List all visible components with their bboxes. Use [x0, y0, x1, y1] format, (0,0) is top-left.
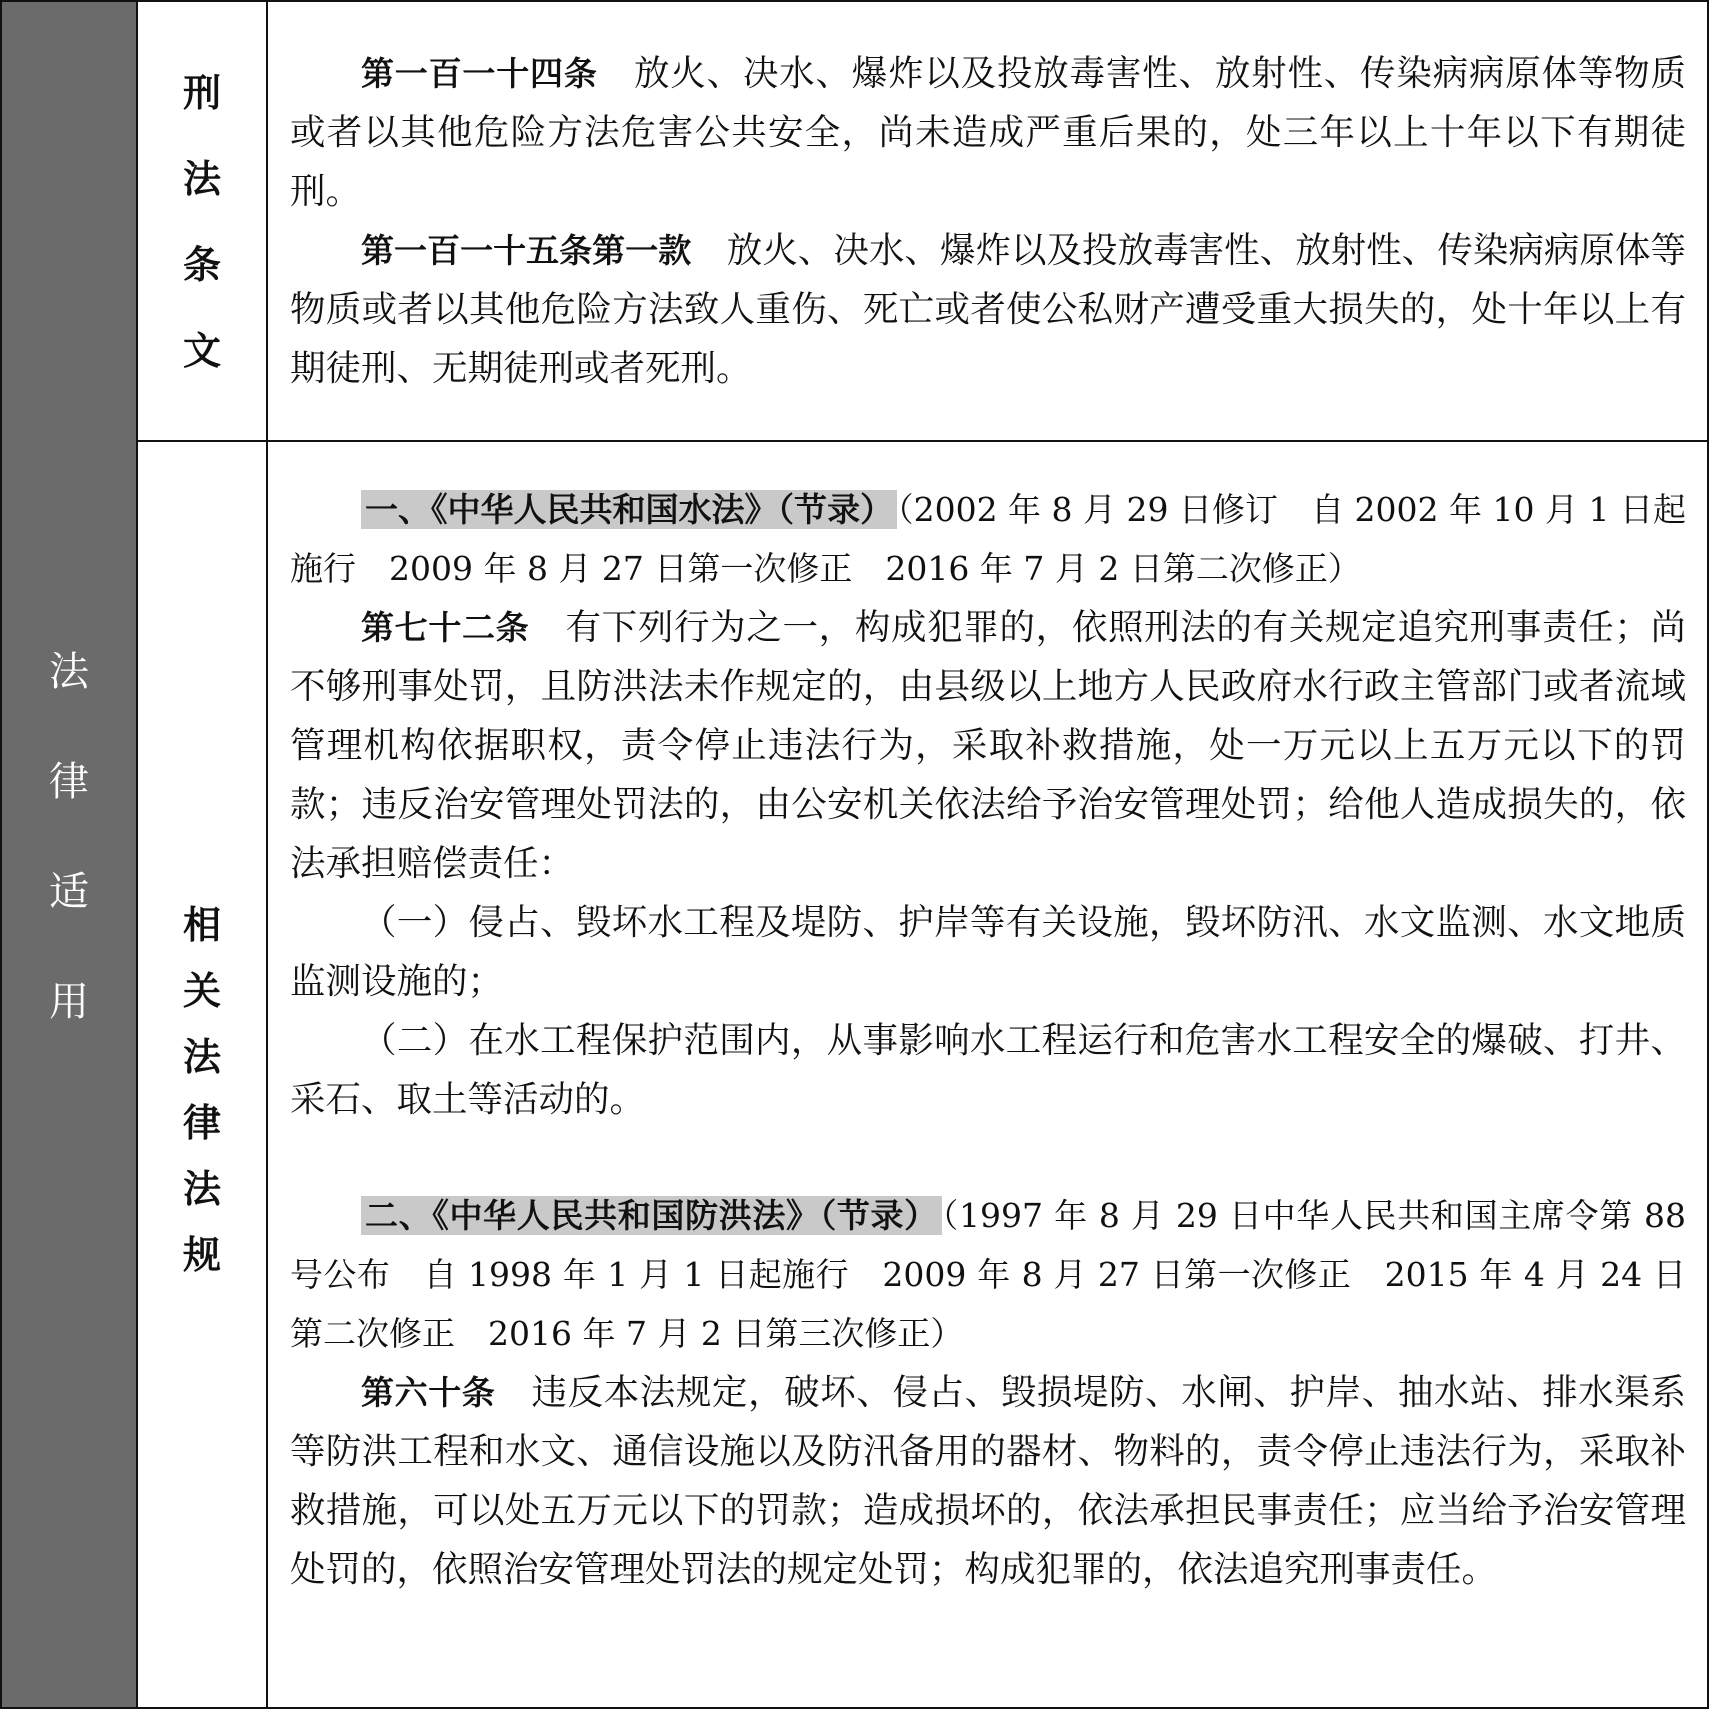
label-char: 律	[182, 1101, 221, 1145]
side-band-char: 律	[49, 759, 89, 805]
criminal-law-content	[290, 44, 1686, 398]
side-band-char: 法	[49, 649, 89, 695]
row-divider	[138, 440, 1709, 442]
law-heading	[290, 1186, 1686, 1363]
label-char: 规	[182, 1233, 221, 1277]
related-laws-content	[290, 480, 1686, 1599]
side-band-char: 适	[49, 869, 89, 915]
article-number: 第七十二条	[361, 608, 530, 647]
column-divider	[266, 2, 268, 1707]
side-band-char: 用	[49, 979, 89, 1025]
article-paragraph	[290, 44, 1686, 221]
label-char: 文	[182, 329, 221, 373]
article-paragraph	[290, 1363, 1686, 1599]
label-char: 法	[182, 157, 221, 201]
criminal-law-label	[138, 50, 266, 394]
article-text: 有下列行为之一，构成犯罪的，依照刑法的有关规定追究刑事责任；尚不够刑事处罚，且防洪法未作规定的，由县级以上地方人民政府水行政主管部门或者流域管理机构依据职权，责令停止违法行为，采取补救措施，处一万元以上五万元以下的罚款；违反治安管理处罚法的，由公安机关依法给予治安管理处罚；给他人造成损失的，依法承担赔偿责任：	[290, 607, 1686, 884]
label-char: 条	[182, 243, 221, 287]
law-title: 二、《中华人民共和国防洪法》（节录）	[361, 1196, 942, 1235]
law-note: （1997 年 8 月 29 日中华人民共和国主席令第 88 号公布 自 1998 年 1 月 1 日起施行 2009 年 8 月 27 日第一次修正 2015 年 4 月 24 日第二次修正 2016 年 7 月 2 日第三次修正）	[290, 1196, 1686, 1353]
article-number: 第一百一十四条	[361, 54, 598, 93]
article-text: 放火、决水、爆炸以及投放毒害性、放射性、传染病病原体等物质或者以其他危险方法致人重伤、死亡或者使公私财产遭受重大损失的，处十年以上有期徒刑、无期徒刑或者死刑。	[290, 230, 1686, 389]
law-title: 一、《中华人民共和国水法》（节录）	[361, 490, 897, 529]
article-text: 放火、决水、爆炸以及投放毒害性、放射性、传染病病原体等物质或者以其他危险方法危害公共安全，尚未造成严重后果的，处三年以上十年以下有期徒刑。	[290, 53, 1686, 212]
law-note: （2002 年 8 月 29 日修订 自 2002 年 10 月 1 日起施行 2009 年 8 月 27 日第一次修正 2016 年 7 月 2 日第二次修正）	[290, 490, 1687, 588]
related-laws-label	[138, 892, 266, 1288]
side-band-label	[2, 617, 136, 1057]
list-item: （二）在水工程保护范围内，从事影响水工程运行和危害水工程安全的爆破、打井、采石、取土等活动的。	[290, 1020, 1686, 1120]
label-char: 关	[182, 969, 221, 1013]
spacer	[290, 1129, 1686, 1186]
label-char: 法	[182, 1167, 221, 1211]
side-band	[2, 2, 138, 1707]
article-number: 第一百一十五条第一款	[361, 231, 692, 270]
article-number: 第六十条	[361, 1373, 496, 1412]
article-text: 违反本法规定，破坏、侵占、毁损堤防、水闸、护岸、抽水站、排水渠系等防洪工程和水文、通信设施以及防汛备用的器材、物料的，责令停止违法行为，采取补救措施，可以处五万元以下的罚款；造成损坏的，依法承担民事责任；应当给予治安管理处罚的，依照治安管理处罚法的规定处罚；构成犯罪的，依法追究刑事责任。	[290, 1372, 1686, 1590]
list-item: （一）侵占、毁坏水工程及堤防、护岸等有关设施，毁坏防汛、水文监测、水文地质监测设施的；	[290, 902, 1686, 1002]
article-paragraph	[290, 221, 1686, 398]
law-heading	[290, 480, 1686, 598]
label-char: 相	[182, 903, 221, 947]
article-paragraph	[290, 598, 1686, 893]
label-char: 法	[182, 1035, 221, 1079]
label-char: 刑	[182, 71, 221, 115]
